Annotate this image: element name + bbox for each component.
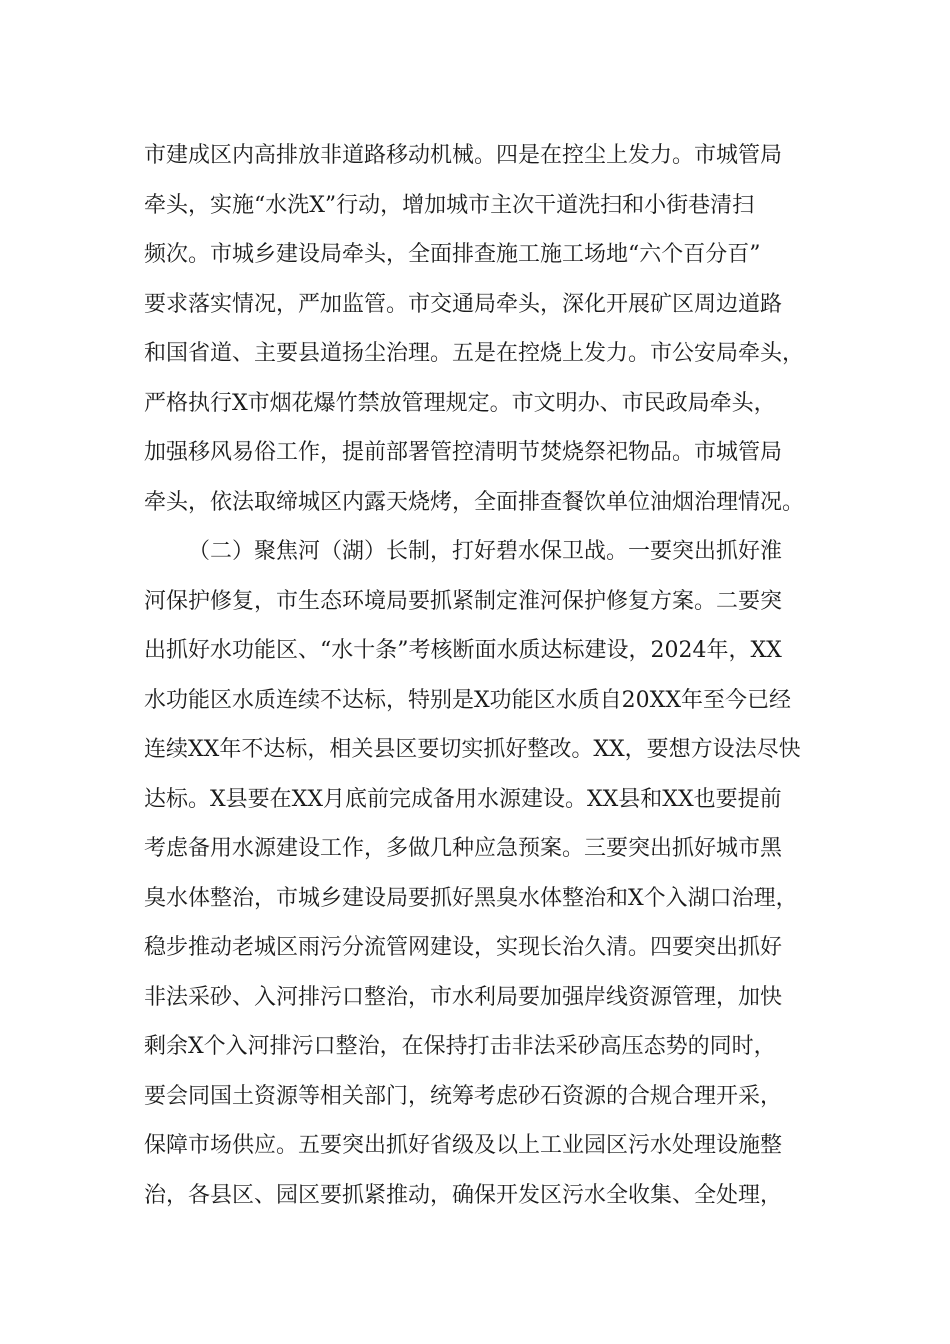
text-line: 剩余X个入河排污口整治，在保持打击非法采砂高压态势的同时， — [144, 1034, 776, 1059]
section-heading-line: （二）聚焦河（湖）长制，打好碧水保卫战。一要突出抓好淮 — [188, 539, 783, 564]
text-line: 非法采砂、入河排污口整治，市水利局要加强岸线资源管理，加快 — [144, 984, 783, 1010]
text-line: 频次。市城乡建设局牵头，全面排查施工施工场地“六个百分百” — [144, 242, 761, 267]
text-line: 稳步推动老城区雨污分流管网建设，实现长治久清。四要突出抓好 — [144, 935, 783, 960]
text-line: 保障市场供应。五要突出抓好省级及以上工业园区污水处理设施整 — [144, 1133, 783, 1158]
body-text — [144, 131, 824, 1220]
text-line: 牵头，实施“水洗X”行动，增加城市主次干道洗扫和小街巷清扫 — [144, 192, 755, 218]
text-line: 牵头，依法取缔城区内露天烧烤，全面排查餐饮单位油烟治理情况。 — [144, 489, 805, 515]
text-line: 加强移风易俗工作，提前部署管控清明节焚烧祭祀物品。市城管局 — [144, 440, 783, 465]
text-line: 严格执行X市烟花爆竹禁放管理规定。市文明办、市民政局牵头， — [144, 390, 776, 416]
text-line: 要求落实情况，严加监管。市交通局牵头，深化开展矿区周边道路 — [144, 291, 783, 317]
text-line: 河保护修复，市生态环境局要抓紧制定淮河保护修复方案。二要突 — [144, 588, 783, 614]
text-line: 达标。X县要在XX月底前完成备用水源建设。XX县和XX也要提前 — [144, 786, 782, 812]
text-line: 臭水体整治，市城乡建设局要抓好黑臭水体整治和X个入湖口治理， — [144, 885, 798, 911]
text-line: 治，各县区、园区要抓紧推动，确保开发区污水全收集、全处理， — [144, 1182, 783, 1208]
text-line: 考虑备用水源建设工作，多做几种应急预案。三要突出抓好城市黑 — [144, 836, 783, 861]
text-line: 要会同国土资源等相关部门，统筹考虑砂石资源的合规合理开采， — [144, 1083, 783, 1109]
text-line: 出抓好水功能区、“水十条”考核断面水质达标建设，2024年，XX — [144, 638, 782, 663]
text-line: 水功能区水质连续不达标，特别是X功能区水质自20XX年至今已经 — [144, 687, 791, 713]
text-line: 和国省道、主要县道扬尘治理。五是在控烧上发力。市公安局牵头， — [144, 341, 805, 366]
text-line: 市建成区内高排放非道路移动机械。四是在控尘上发力。市城管局 — [144, 143, 783, 168]
text-line: 连续XX年不达标，相关县区要切实抓好整改。XX，要想方设法尽快 — [144, 737, 801, 762]
